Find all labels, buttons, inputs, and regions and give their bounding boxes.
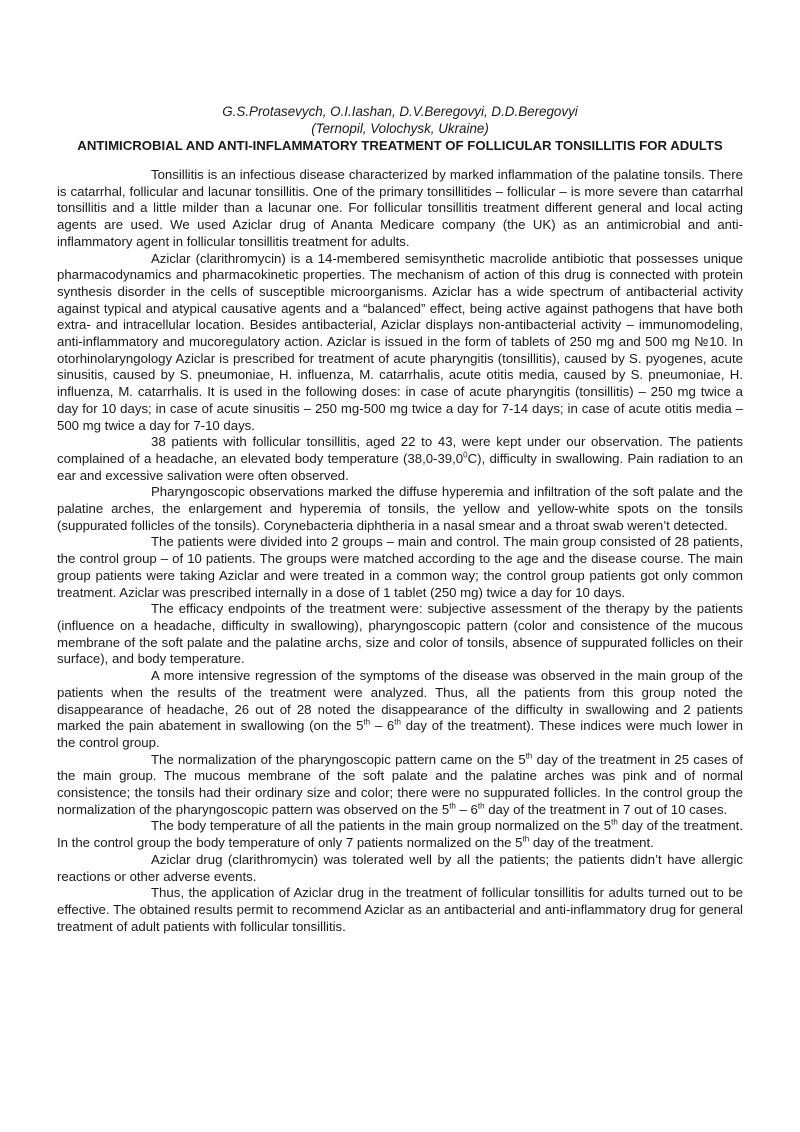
author-location: (Ternopil, Volochysk, Ukraine) bbox=[311, 121, 489, 136]
paragraph-pharyngoscopic: Pharyngoscopic observations marked the diffuse hyperemia and infiltration of the soft palate and the palatine arches, the enlargement and hyperemia of tonsils, the yellow and yellow-white spots on the tonsils (suppurated follicles of the tonsils). Corynebacteria diphtheria in a nasal smear and a throat swab weren’t detected. bbox=[57, 484, 743, 533]
paper-body bbox=[57, 167, 743, 935]
paragraph-intro: Tonsillitis is an infectious disease characterized by marked inflammation of the palatine tonsils. There is catarrhal, follicular and lacunar tonsillitis. One of the primary tonsillitides – follicular – is more severe than catarrhal tonsillitis and a little milder than a lacunar one. For follicular tonsillitis treatment different general and local acting agents are used. We used Aziclar drug of Ananta Medicare company (the UK) as an antimicrobial and anti-inflammatory agent in follicular tonsillitis treatment for adults. bbox=[57, 167, 743, 249]
degree-superscript: 0 bbox=[463, 450, 468, 460]
paragraph-temperature: The body temperature of all the patients in the main group normalized on the 5th day of the treatment. In the control group the body temperature of only 7 patients normalized on the 5th day of the treatment. bbox=[57, 818, 743, 851]
paragraph-normalization: The normalization of the pharyngoscopic pattern came on the 5th day of the treatment in 25 cases of the main group. The mucous membrane of the soft palate and the palatine arches was pink and of normal consistence; the tonsils had their ordinary size and color; there were no suppurated follicles. In the control group the normalization of the pharyngoscopic pattern was observed on the 5th – 6th day of the treatment in 7 out of 10 cases. bbox=[57, 751, 743, 817]
paragraph-tolerance: Aziclar drug (clarithromycin) was tolerated well by all the patients; the patients didn’t have allergic reactions or other adverse events. bbox=[57, 851, 743, 884]
paragraph-patients: 38 patients with follicular tonsillitis, aged 22 to 43, were kept under our observation. The patients complained of a headache, an elevated body temperature (38,0-39,0$^0$C), difficulty in swallowing. Pain radiation to an ear and excessive salivation were often observed. bbox=[57, 434, 744, 483]
authors: G.S.Protasevych, O.I.Iashan, D.V.Beregovyi, D.D.Beregovyi bbox=[222, 104, 578, 119]
paragraph-aziclar: Aziclar (clarithromycin) is a 14-membered semisynthetic macrolide antibiotic that possesses unique pharmacodynamics and pharmacokinetic properties. The mechanism of action of this drug is connected with protein synthesis disorder in the cells of susceptible microorganisms. Aziclar has a wide spectrum of antibacterial activity against typical and atypical causative agents and a “balanced” effect, being active against pathogens that have both extra- and intracellular location. Besides antibacterial, Aziclar displays non-antibacterial activity – immunomodeling, anti-inflammatory and mucoregulatory action. Aziclar is issued in the form of tablets of 250 mg and 500 mg №10. In otorhinolaryngology Aziclar is prescribed for treatment of acute pharyngitis (tonsillitis), caused by S. pyogenes, acute sinusitis, caused by S. pneumoniae, H. influenza, M. catarrhalis, acute otitis media, caused by S. pneumoniae, H. influenza, M. catarrhalis. It is used in the following doses: in case of acute pharyngitis (tonsillitis) – 250 mg twice a day for 10 days; in case of acute sinusitis – 250 mg-500 mg twice a day for 7-14 days; in case of acute otitis media – 500 mg twice a day for 7-10 days. bbox=[57, 250, 743, 433]
paper-page bbox=[57, 103, 743, 935]
paragraph-conclusion: Thus, the application of Aziclar drug in the treatment of follicular tonsillitis for adults turned out to be effective. The obtained results permit to recommend Aziclar as an antibacterial and anti-inflammatory drug for general treatment of adult patients with follicular tonsillitis. bbox=[57, 885, 743, 934]
paper-title: ANTIMICROBIAL AND ANTI-INFLAMMATORY TREATMENT OF FOLLICULAR TONSILLITIS FOR ADULTS bbox=[77, 138, 723, 153]
paragraph-regression: A more intensive regression of the symptoms of the disease was observed in the main group of the patients when the results of the treatment were analyzed. Thus, all the patients from this group noted the disappearance of headache, 26 out of 28 noted the disappearance of the difficulty in swallowing and 2 patients marked the pain abatement in swallowing (on the 5th – 6th day of the treatment). These indices were much lower in the control group. bbox=[57, 668, 743, 750]
paragraph-groups: The patients were divided into 2 groups – main and control. The main group consisted of 28 patients, the control group – of 10 patients. The groups were matched according to the age and the disease course. The main group patients were taking Aziclar and were treated in a common way; the control group patients got only common treatment. Aziclar was prescribed internally in a dose of 1 tablet (250 mg) twice a day for 10 days. bbox=[57, 534, 743, 600]
paragraph-endpoints: The efficacy endpoints of the treatment were: subjective assessment of the therapy by the patients (influence on a headache, difficulty in swallowing), pharyngoscopic pattern (color and consistence of the mucous membrane of the soft palate and the palatine archs, size and color of tonsils, absence of suppurated follicles on their surface), and body temperature. bbox=[57, 601, 743, 667]
